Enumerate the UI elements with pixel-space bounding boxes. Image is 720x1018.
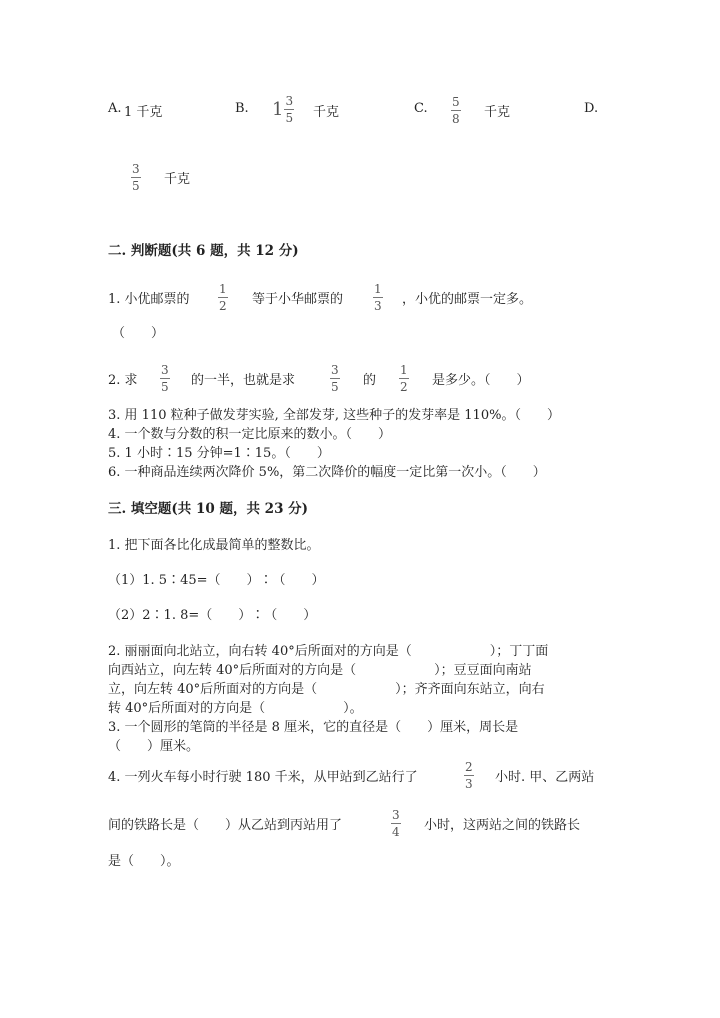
s2-q1-answer-paren: （ ）: [112, 326, 165, 341]
s2-q2-text-b: 的一半，也就是求: [191, 373, 296, 388]
s3-q4-f2-num: 3: [392, 808, 400, 822]
section2-title: 二. 判断题(共 6 题，共 12 分): [108, 243, 299, 259]
s2-q2-f3-num: 1: [400, 363, 408, 377]
s2-q2-text-a: 2. 求: [108, 373, 138, 388]
s3-q1-part2: （2）2∶1. 8=（ ）∶（ ）: [108, 608, 317, 623]
s2-q2-f1-num: 3: [161, 363, 169, 377]
s3-q4-f1-den: 3: [465, 777, 473, 791]
s2-q2-f2-num: 3: [331, 363, 339, 377]
s3-q2-line1: 2. 丽丽面向北站立，向右转 40°后所面对的方向是（ ）；丁丁面: [108, 644, 549, 659]
s2-q4: 4. 一个数与分数的积一定比原来的数小。（ ）: [108, 427, 392, 442]
s3-q4-fraction-2: [391, 809, 401, 838]
s2-q3: 3. 用 110 粒种子做发芽实验, 全部发芽, 这些种子的发芽率是 110%。（ ）: [108, 408, 560, 423]
option-c-denominator: 8: [452, 112, 460, 126]
s2-q1-f2-den: 3: [374, 299, 382, 313]
s2-q1-f1-num: 1: [219, 282, 227, 296]
s3-q3-line2: （ ）厘米。: [108, 739, 200, 754]
option-c-numerator: 5: [452, 95, 460, 109]
s3-q1-part1: （1）1. 5∶45=（ ）∶（ ）: [108, 573, 325, 588]
s3-q2-line3: 立，向左转 40°后所面对的方向是（ ）；齐齐面向东站立，向右: [108, 682, 545, 697]
s3-q4-text-a: 4. 一列火车每小时行驶 180 千米，从甲站到乙站行了: [108, 770, 418, 785]
s2-q6: 6. 一种商品连续两次降价 5%，第二次降价的幅度一定比第一次小。（ ）: [108, 465, 546, 480]
s3-q4-f2-den: 4: [392, 825, 400, 839]
option-b-label: B.: [235, 101, 249, 116]
s3-q4-text-e: 是（ ）。: [108, 854, 180, 869]
s3-q3-line1: 3. 一个圆形的笔筒的半径是 8 厘米，它的直径是（ ）厘米，周长是: [108, 720, 519, 735]
option-b-unit: 千克: [313, 105, 340, 120]
option-d-fraction: [131, 163, 141, 192]
s2-q1-text-b: 等于小华邮票的: [252, 292, 344, 307]
s2-q1-text-c: ，小优的邮票一定多。: [402, 292, 533, 307]
s3-q4-fraction-1: [464, 761, 474, 790]
option-d-denominator: 5: [132, 179, 140, 193]
option-c-label: C.: [414, 101, 428, 116]
s2-q1-f1-den: 2: [219, 299, 227, 313]
s3-q2-line4: 转 40°后所面对的方向是（ ）。: [108, 701, 363, 716]
s3-q4-text-d: 小时，这两站之间的铁路长: [424, 818, 581, 833]
s3-q2-line2: 向西站立，向左转 40°后所面对的方向是（ ）；豆豆面向南站: [108, 663, 532, 678]
section3-title: 三. 填空题(共 10 题，共 23 分): [108, 501, 309, 517]
s2-q2-text-c: 的: [363, 373, 377, 388]
s2-q1-fraction-1: [218, 283, 228, 312]
option-d-numerator: 3: [132, 162, 140, 176]
option-b-mixed-number: [272, 95, 294, 124]
option-d-label: D.: [584, 101, 599, 116]
s3-q4-text-b: 小时. 甲、乙两站: [495, 770, 595, 785]
s2-q2-f1-den: 5: [161, 380, 169, 394]
s3-q4-f1-num: 2: [465, 760, 473, 774]
s2-q2-f3-den: 2: [400, 380, 408, 394]
option-a-label: A.: [108, 101, 122, 116]
s2-q1-fraction-2: [373, 283, 383, 312]
s2-q2-fraction-1: [160, 364, 170, 393]
option-c-unit: 千克: [484, 105, 511, 120]
option-b-whole: 1: [272, 99, 284, 120]
s2-q2-fraction-2: [330, 364, 340, 393]
s2-q2-f2-den: 5: [331, 380, 339, 394]
s2-q1-f2-num: 1: [374, 282, 382, 296]
option-b-fraction: [284, 95, 294, 124]
option-b-numerator: 3: [285, 94, 294, 108]
s3-q1: 1. 把下面各比化成最简单的整数比。: [108, 538, 320, 553]
option-c-fraction: [451, 96, 461, 125]
s2-q5: 5. 1 小时∶15 分钟=1∶15。（ ）: [108, 446, 330, 461]
option-d-unit: 千克: [164, 172, 191, 187]
s2-q2-text-d: 是多少。（ ）: [432, 373, 530, 388]
s2-q2-fraction-3: [399, 364, 409, 393]
option-b-denominator: 5: [285, 111, 294, 125]
option-a-value: 1 千克: [124, 105, 163, 120]
s2-q1-text-a: 1. 小优邮票的: [108, 292, 190, 307]
s3-q4-text-c: 间的铁路长是（ ）从乙站到丙站用了: [108, 818, 343, 833]
